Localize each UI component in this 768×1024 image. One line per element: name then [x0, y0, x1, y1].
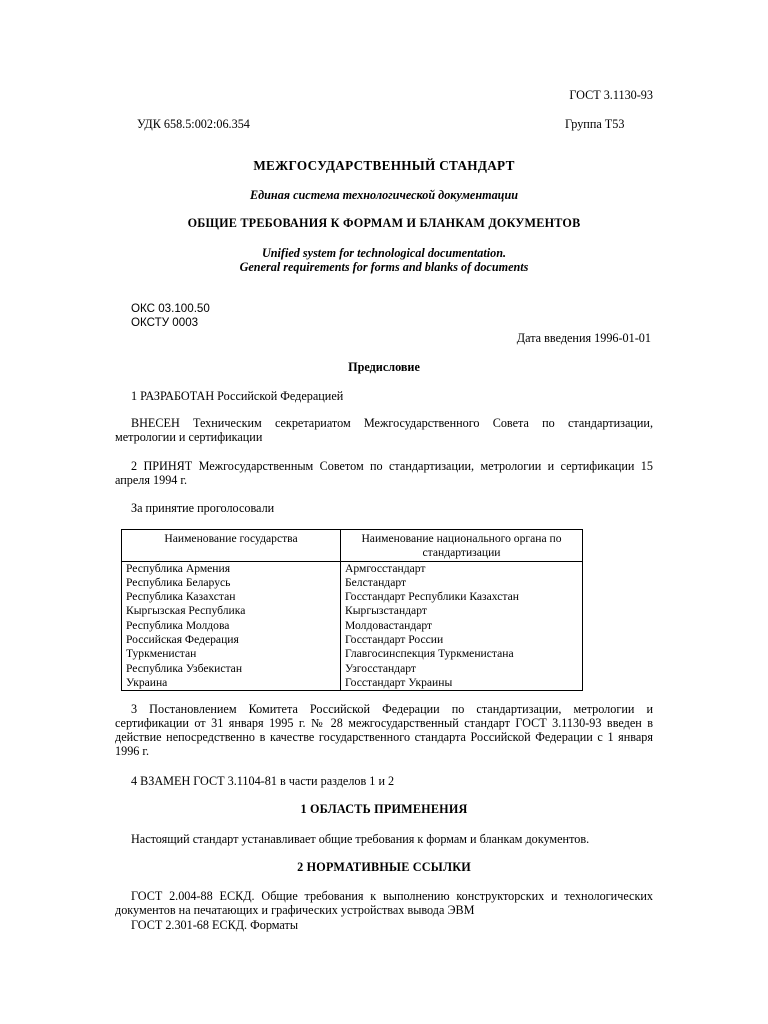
table-header-row [122, 530, 583, 562]
doc-number: ГОСТ 3.1130-93 [569, 88, 653, 102]
standards-body-name: Узгосстандарт [345, 661, 416, 675]
english-title-line-2: General requirements for forms and blanks of documents [239, 260, 529, 274]
standards-body-name: Госстандарт России [345, 633, 444, 647]
state-name: Российская Федерация [126, 633, 239, 647]
state-names-cell [122, 561, 341, 691]
udk-code: УДК 658.5:002:06.354 [137, 117, 250, 131]
state-name: Республика Казахстан [126, 590, 236, 604]
state-name: Республика Узбекистан [126, 661, 243, 675]
voted-caption: За принятие проголосовали [131, 501, 275, 515]
paragraph-submitted: ВНЕСЕН Техническим секретариатом Межгосударственного Совета по стандартизации, метрологии и сертификации [115, 416, 653, 444]
table-row [122, 561, 583, 691]
paragraph-developed: 1 РАЗРАБОТАН Российской Федерацией [131, 389, 344, 403]
paragraph-adopted: 2 ПРИНЯТ Межгосударственным Советом по стандартизации, метрологии и сертификации 15 апреля 1994 г. [115, 459, 653, 487]
table-header-state: Наименование государства [122, 530, 341, 562]
standards-body-name: Госстандарт Республики Казахстан [345, 590, 519, 604]
document-page [115, 0, 653, 1024]
state-name: Кыргызская Республика [126, 604, 246, 618]
state-name: Туркменистан [126, 647, 197, 661]
reference-gost-2-301: ГОСТ 2.301-68 ЕСКД. Форматы [131, 918, 299, 932]
section-1-heading: 1 ОБЛАСТЬ ПРИМЕНЕНИЯ [300, 802, 468, 816]
interstate-standard-heading: МЕЖГОСУДАРСТВЕННЫЙ СТАНДАРТ [253, 158, 515, 173]
state-name: Республика Беларусь [126, 575, 231, 589]
paragraph-replaces: 4 ВЗАМЕН ГОСТ 3.1104-81 в части разделов 1 и 2 [131, 774, 395, 788]
oks-code: ОКС 03.100.50 [131, 302, 210, 315]
standards-body-name: Белстандарт [345, 575, 407, 589]
okstu-code: ОКСТУ 0003 [131, 316, 199, 329]
standards-body-name: Главгосинспекция Туркменистана [345, 647, 514, 661]
document-title: ОБЩИЕ ТРЕБОВАНИЯ К ФОРМАМ И БЛАНКАМ ДОКУМЕНТОВ [187, 216, 581, 230]
system-subtitle: Единая система технологической документации [249, 188, 519, 202]
state-name: Украина [126, 675, 168, 689]
standards-body-name: Армгосстандарт [345, 561, 426, 575]
section-2-heading: 2 НОРМАТИВНЫЕ ССЫЛКИ [297, 860, 471, 874]
standards-body-name: Молдовастандарт [345, 618, 433, 632]
standards-body-name: Госстандарт Украины [345, 675, 453, 689]
standards-body-name: Кыргызстандарт [345, 604, 427, 618]
paragraph-enacted: 3 Постановлением Комитета Российской Федерации по стандартизации, метрологии и сертификации от 31 января 1995 г. № 28 межгосударственный стандарт ГОСТ 3.1130-93 введен в действие непосредственно в качестве государственного стандарта Российской Федерации с 1 января 1996 г. [115, 702, 653, 758]
introduction-date: Дата введения 1996-01-01 [516, 331, 651, 345]
state-name: Республика Молдова [126, 618, 230, 632]
voting-states-table [121, 529, 583, 691]
english-title-line-1: Unified system for technological documentation. [261, 246, 507, 260]
classification-group: Группа Т53 [565, 117, 625, 131]
table-header-body: Наименование национального органа по стандартизации [341, 530, 583, 562]
state-name: Республика Армения [126, 561, 231, 575]
foreword-heading: Предисловие [348, 360, 420, 374]
section-1-text: Настоящий стандарт устанавливает общие требования к формам и бланкам документов. [131, 832, 590, 846]
reference-gost-2-004: ГОСТ 2.004-88 ЕСКД. Общие требования к выполнению конструкторских и технологических документов на печатающих и графических устройствах вывода ЭВМ [115, 889, 653, 917]
standards-bodies-cell [341, 561, 583, 691]
